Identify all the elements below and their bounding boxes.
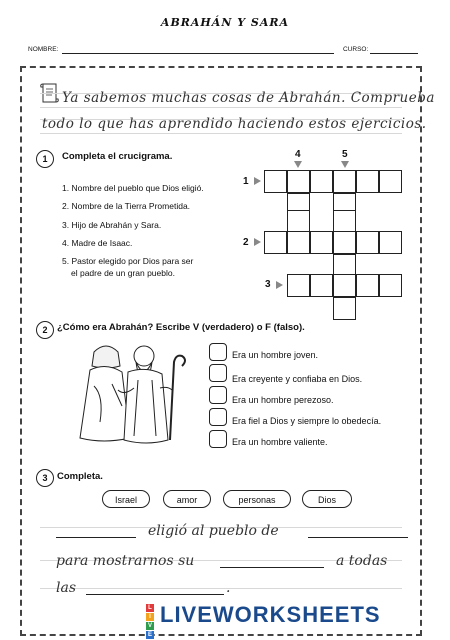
clue-3: 3. Hijo de Abrahán y Sara.: [62, 220, 162, 230]
crossword-cell[interactable]: [287, 274, 310, 297]
crossword-cell[interactable]: [333, 274, 356, 297]
statement-1: Era un hombre joven.: [232, 350, 319, 360]
section-2-title: ¿Cómo era Abrahán? Escribe V (verdadero) o F (falso).: [57, 322, 305, 333]
crossword-number-4: 4: [295, 149, 301, 160]
curso-field[interactable]: [370, 53, 418, 54]
clue-2: 2. Nombre de la Tierra Prometida.: [62, 201, 191, 211]
arrow-right-icon: [254, 238, 261, 246]
arrow-down-icon: [294, 161, 302, 168]
word-chip-dios[interactable]: Dios: [302, 490, 352, 508]
clue-4: 4. Madre de Isaac.: [62, 238, 133, 248]
section-number-1: 1: [36, 150, 54, 168]
abraham-sara-illustration: [72, 340, 188, 448]
statement-2: Era creyente y confiaba en Dios.: [232, 374, 363, 384]
sentence-part-1: eligió al pueblo de: [148, 523, 279, 539]
vf-checkbox-3[interactable]: [209, 386, 227, 404]
section-3-title: Completa.: [57, 471, 103, 482]
crossword-cell[interactable]: [310, 274, 333, 297]
curso-label: CURSO:: [343, 46, 369, 53]
sentence-period: .: [226, 580, 231, 596]
crossword-cell[interactable]: [333, 210, 356, 233]
crossword-cell[interactable]: [287, 231, 310, 254]
crossword-cell[interactable]: [264, 231, 287, 254]
sentence-part-2: para mostrarnos su: [56, 553, 195, 569]
vf-checkbox-2[interactable]: [209, 364, 227, 382]
worksheet-title: ABRAHÁN Y SARA: [160, 16, 290, 29]
crossword-cell[interactable]: [287, 170, 310, 193]
word-chip-israel[interactable]: Israel: [102, 490, 150, 508]
guide-line: [40, 133, 402, 134]
arrow-right-icon: [254, 177, 261, 185]
crossword-number-5: 5: [342, 149, 348, 160]
crossword-cell[interactable]: [333, 231, 356, 254]
crossword-cell[interactable]: [333, 297, 356, 320]
vf-checkbox-1[interactable]: [209, 343, 227, 361]
clue-5-cont: el padre de un gran pueblo.: [71, 268, 175, 278]
crossword-cell[interactable]: [356, 170, 379, 193]
blank-1[interactable]: [56, 537, 136, 538]
intro-line-1: Ya sabemos muchas cosas de Abrahán. Comprueba: [62, 90, 435, 106]
crossword-number-2: 2: [243, 237, 249, 248]
section-number-3: 3: [36, 469, 54, 487]
word-chip-amor[interactable]: amor: [163, 490, 211, 508]
statement-4: Era fiel a Dios y siempre lo obedecía.: [232, 416, 382, 426]
statement-5: Era un hombre valiente.: [232, 437, 328, 447]
section-number-2: 2: [36, 321, 54, 339]
vf-checkbox-4[interactable]: [209, 408, 227, 426]
crossword-cell[interactable]: [310, 231, 333, 254]
blank-3[interactable]: [220, 567, 324, 568]
blank-2[interactable]: [308, 537, 408, 538]
guide-line: [40, 107, 402, 108]
crossword-cell[interactable]: [379, 274, 402, 297]
guide-line: [40, 588, 402, 589]
word-chip-personas[interactable]: personas: [223, 490, 291, 508]
crossword-cell[interactable]: [333, 170, 356, 193]
liveworksheets-logo: L I V E: [147, 605, 152, 638]
crossword-number-1: 1: [243, 176, 249, 187]
sentence-part-4: las: [56, 580, 77, 596]
intro-line-2: todo lo que has aprendido haciendo estos ejercicios.: [42, 116, 427, 132]
crossword-cell[interactable]: [356, 231, 379, 254]
liveworksheets-watermark: LIVEWORKSHEETS: [160, 602, 381, 627]
crossword-number-3: 3: [265, 279, 271, 290]
blank-4[interactable]: [86, 594, 224, 595]
clue-1: 1. Nombre del pueblo que Dios eligió.: [62, 183, 204, 193]
nombre-field[interactable]: [62, 53, 334, 54]
crossword-cell[interactable]: [287, 210, 310, 233]
vf-checkbox-5[interactable]: [209, 430, 227, 448]
section-1-title: Completa el crucigrama.: [62, 151, 173, 162]
sentence-part-3: a todas: [336, 553, 388, 569]
arrow-down-icon: [341, 161, 349, 168]
crossword-cell[interactable]: [310, 170, 333, 193]
arrow-right-icon: [276, 281, 283, 289]
statement-3: Era un hombre perezoso.: [232, 395, 334, 405]
nombre-label: NOMBRE:: [28, 46, 59, 53]
crossword-cell[interactable]: [356, 274, 379, 297]
clue-5: 5. Pastor elegido por Dios para ser: [62, 256, 194, 266]
crossword-cell[interactable]: [379, 231, 402, 254]
crossword-cell[interactable]: [379, 170, 402, 193]
crossword-cell[interactable]: [264, 170, 287, 193]
